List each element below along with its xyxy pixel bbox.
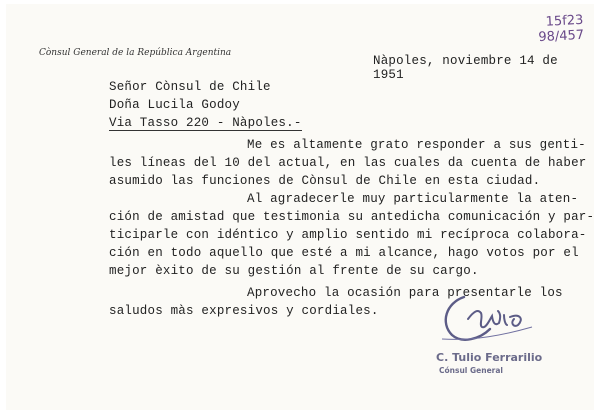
stamp-title: Cónsul General xyxy=(439,366,503,375)
archive-note-line2: 98/457 xyxy=(538,27,585,46)
archive-note xyxy=(537,13,584,45)
body-line: les líneas del 10 del actual, en las cuales da cuenta de haber xyxy=(109,156,587,170)
body-line: Me es altamente grato responder a sus genti- xyxy=(247,138,586,152)
body-line: asumido las funciones de Cònsul de Chile en esta ciudad. xyxy=(109,174,541,188)
consul-stamp xyxy=(436,351,543,375)
body-line: ción en todo aquello que esté a mi alcance, hago votos por el xyxy=(109,246,579,260)
recipient-line-1: Señor Cònsul de Chile xyxy=(109,80,271,94)
body-line: Aprovecho la ocasión para presentarle los xyxy=(247,286,563,300)
body-line: ción de amistad que testimonia su antedicha comunicación y par- xyxy=(109,210,595,224)
letter-date: Nàpoles, noviembre 14 de 1951 xyxy=(373,54,558,82)
stamp-name: C. Tulio Ferrarilio xyxy=(436,351,543,364)
archive-note-line1: 15f23 xyxy=(545,12,584,30)
recipient-line-3 xyxy=(109,116,302,130)
body-line: ticiparle con idéntico y amplio sentido mi recíproca colabora- xyxy=(109,228,587,242)
body-line: Al agradecerle muy particularmente la aten- xyxy=(247,192,579,206)
letterhead: Cònsul General de la República Argentina xyxy=(39,48,232,58)
body-line: saludos màs expresivos y cordiales. xyxy=(109,304,379,318)
body-line: mejor èxito de su gestión al frente de su cargo. xyxy=(109,264,479,278)
letter-page xyxy=(6,4,594,410)
recipient-address: Via Tasso 220 - Nàpoles.- xyxy=(109,116,302,130)
handwritten-signature xyxy=(434,289,544,349)
recipient-line-2: Doña Lucila Godoy xyxy=(109,98,240,112)
